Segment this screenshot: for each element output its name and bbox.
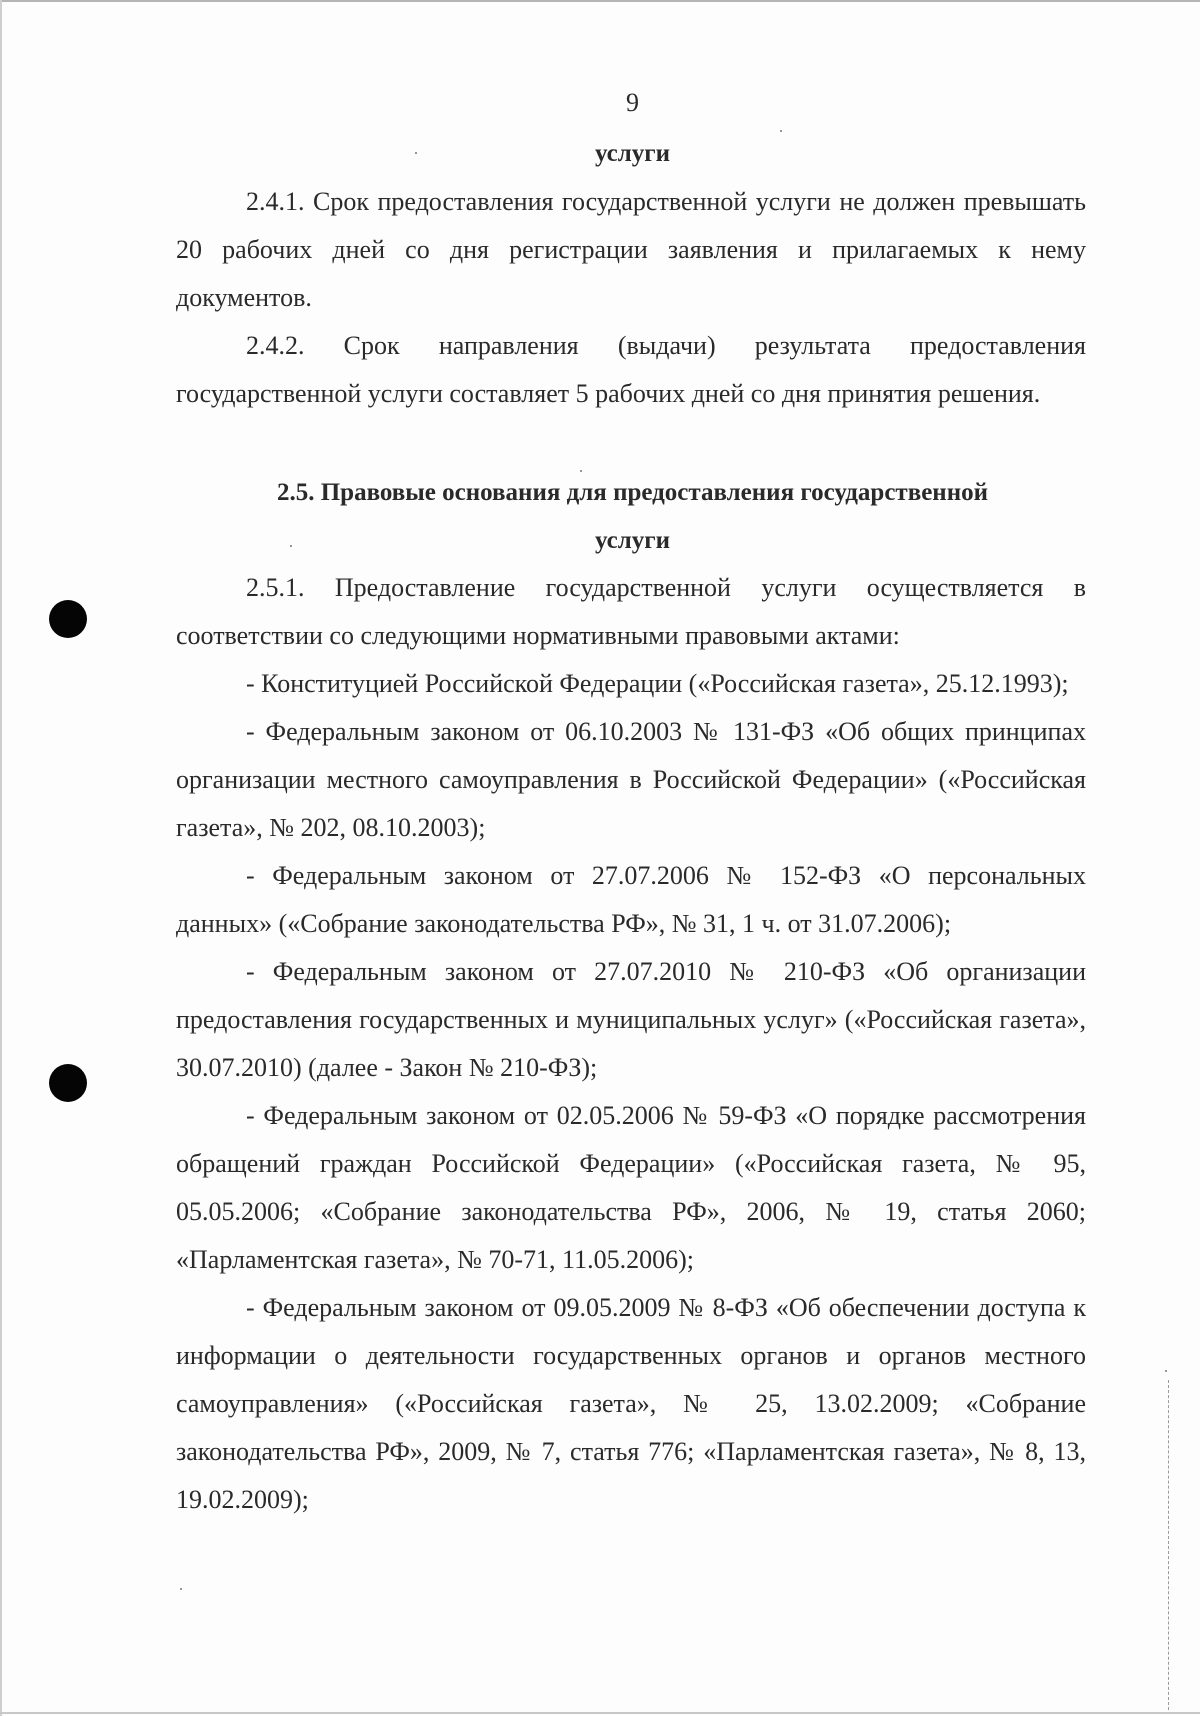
- scan-speck: [580, 470, 582, 472]
- paragraph-2-5-1: 2.5.1. Предоставление государственной услуги осуществляется в соответствии со следующими нормативными правовыми актами:: [176, 573, 1086, 650]
- scan-speck: [180, 1588, 182, 1590]
- scan-edge-top: [0, 0, 1200, 2]
- legal-act-item: - Федеральным законом от 02.05.2006 № 59-ФЗ «О порядке рассмотрения обращений граждан Российской Федерации» («Российская газета, № 95, 05.05.2006; «Собрание законодательства РФ», 2006, № 19, статья 2060; «Парламентская газета», № 70-71, 11.05.2006);: [176, 1101, 1086, 1274]
- legal-act-item: - Федеральным законом от 06.10.2003 № 131-ФЗ «Об общих принципах организации местного самоуправления в Российской Федерации» («Российская газета», № 202, 08.10.2003);: [176, 717, 1086, 842]
- top-heading: услуги: [594, 140, 671, 167]
- section-2-4: [176, 178, 1086, 418]
- paragraph-2-4-1: 2.4.1. Срок предоставления государственной услуги не должен превышать 20 рабочих дней со дня регистрации заявления и прилагаемых к нему документов.: [176, 187, 1086, 312]
- binder-hole-top: [49, 600, 87, 638]
- scan-speck: [780, 130, 782, 132]
- page-number: 9: [626, 88, 639, 117]
- legal-act-item: - Федеральным законом от 27.07.2010 № 210-ФЗ «Об организации предоставления государственных и муниципальных услуг» («Российская газета», 30.07.2010) (далее - Закон № 210-ФЗ);: [176, 957, 1086, 1082]
- scan-edge-left: [0, 0, 2, 1716]
- legal-act-item: - Федеральным законом от 27.07.2006 № 152-ФЗ «О персональных данных» («Собрание законодательства РФ», № 31, 1 ч. от 31.07.2006);: [176, 861, 1086, 938]
- legal-act-item: - Федеральным законом от 09.05.2009 № 8-ФЗ «Об обеспечении доступа к информации о деятельности государственных органов и органов местного самоуправления» («Российская газета», № 25, 13.02.2009; «Собрание законодательства РФ», 2009, № 7, статья 776; «Парламентская газета», № 8, 13, 19.02.2009);: [176, 1293, 1086, 1514]
- scan-edge-bottom: [0, 1712, 1200, 1714]
- legal-act-item: - Конституцией Российской Федерации («Российская газета», 25.12.1993);: [246, 669, 1069, 698]
- paragraph-2-4-2: 2.4.2. Срок направления (выдачи) результата предоставления государственной услуги составляет 5 рабочих дней со дня принятия решения.: [176, 331, 1086, 408]
- section-2-5-body: [176, 564, 1086, 1524]
- section-2-5-heading-line-2: услуги: [594, 527, 671, 554]
- binder-hole-bottom: [49, 1064, 87, 1102]
- section-2-5-heading-line-1: 2.5. Правовые основания для предоставления государственной: [276, 479, 989, 506]
- scan-speck: [1165, 1370, 1167, 1372]
- scan-edge-right: [1168, 1380, 1170, 1710]
